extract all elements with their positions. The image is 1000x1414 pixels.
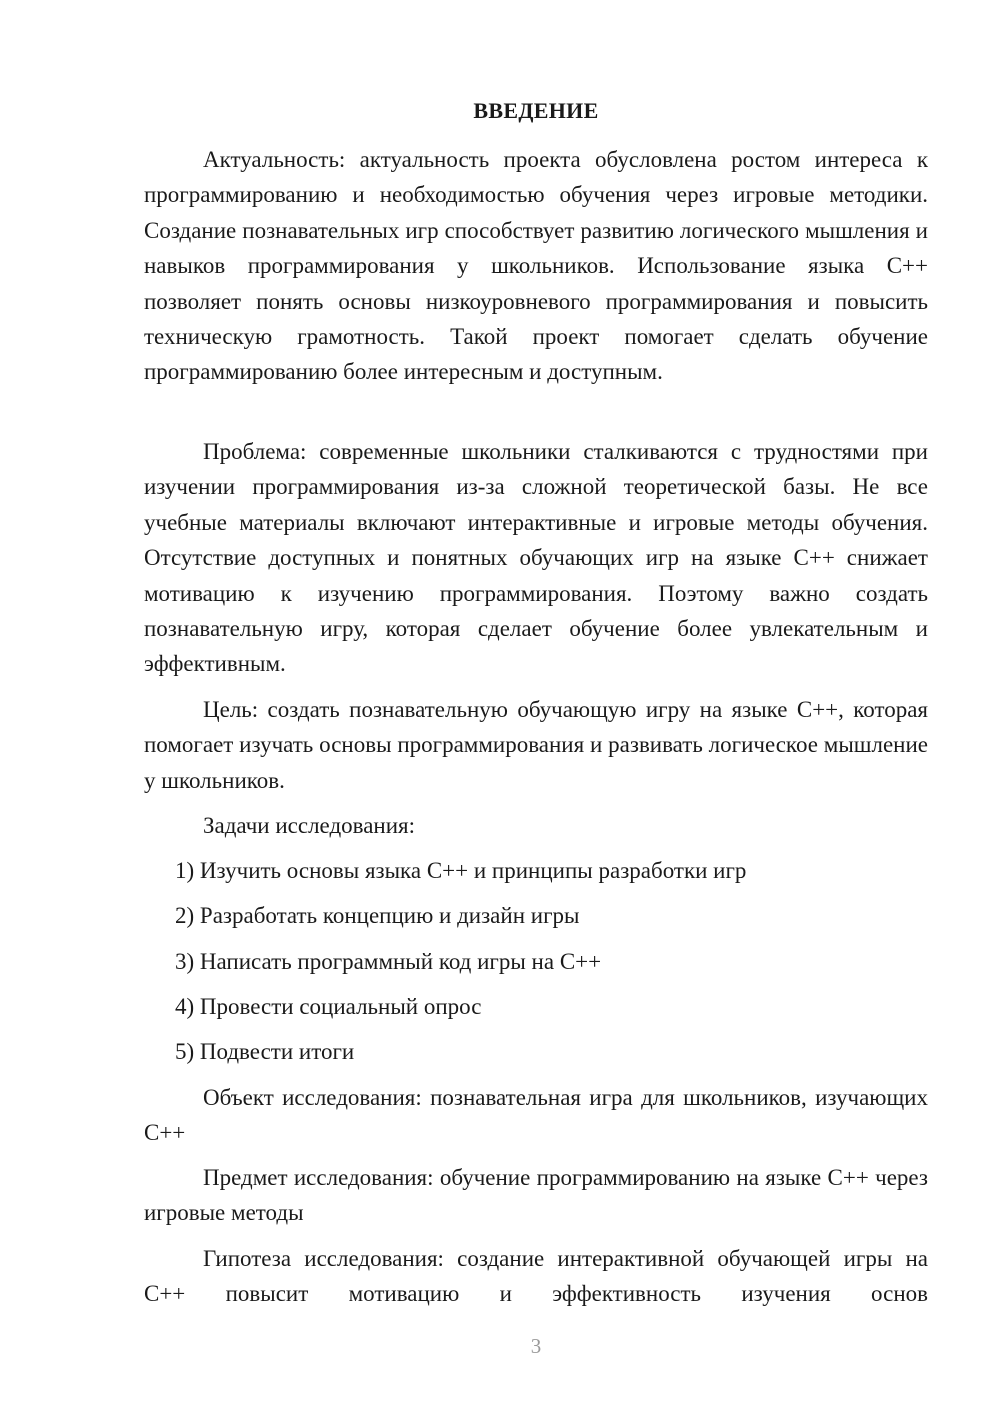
task-item: 2) Разработать концепцию и дизайн игры — [175, 903, 580, 928]
relevance-paragraph: Актуальность: актуальность проекта обусловлена ростом интереса к программированию и необходимостью обучения через игровые методики. Создание познавательных игр способствует развитию логического мышления и навыков программирования у школьников. Использование языка C++ позволяет понять основы низкоуровневого программирования и повысить техническую грамотность. Такой проект помогает сделать обучение программированию более интересным и доступным. — [144, 147, 928, 385]
hypothesis-paragraph: Гипотеза исследования: создание интерактивной обучающей игры на C++ повысит мотивацию и эффективность изучения основ — [144, 1246, 928, 1307]
subject-paragraph: Предмет исследования: обучение программированию на языке C++ через игровые методы — [144, 1165, 928, 1226]
object-paragraph: Объект исследования: познавательная игра для школьников, изучающих C++ — [144, 1085, 928, 1146]
page-number: 3 — [530, 1334, 542, 1358]
task-item: 5) Подвести итоги — [175, 1039, 355, 1064]
task-item: 3) Написать программный код игры на C++ — [175, 949, 602, 974]
tasks-heading: Задачи исследования: — [203, 813, 416, 838]
goal-paragraph: Цель: создать познавательную обучающую игру на языке C++, которая помогает изучать основы программирования и развивать логическое мышление у школьников. — [144, 697, 928, 793]
problem-paragraph: Проблема: современные школьники сталкиваются с трудностями при изучении программирования из-за сложной теоретической базы. Не все учебные материалы включают интерактивные и игровые методы обучения. Отсутствие доступных и понятных обучающих игр на языке C++ снижает мотивацию к изучению программирования. Поэтому важно создать познавательную игру, которая сделает обучение более увлекательным и эффективным. — [144, 439, 928, 677]
task-item: 1) Изучить основы языка C++ и принципы разработки игр — [175, 858, 747, 883]
page-title: ВВЕДЕНИЕ — [473, 98, 599, 123]
task-item: 4) Провести социальный опрос — [175, 994, 482, 1019]
